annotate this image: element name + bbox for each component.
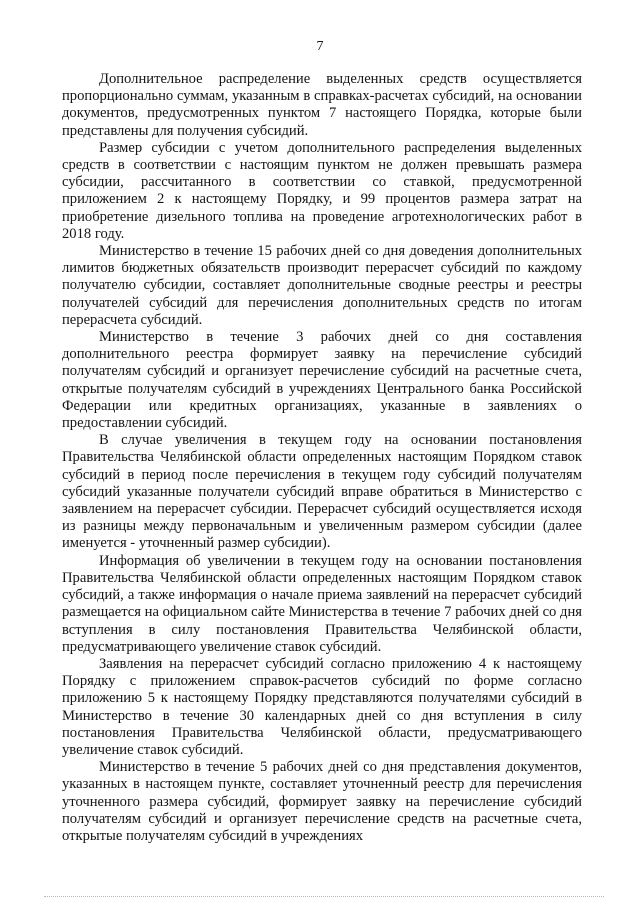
paragraph-rate-increase-case: В случае увеличения в текущем году на основании постановления Правительства Челябинской области определенных настоящим Порядком ставок субсидий в период после перечисления в текущем году субсидий получателям субсидий указанные получатели субсидий вправе обратиться в Министерство с заявлением на перерасчет субсидии. Перерасчет субсидий осуществляется исходя из разницы между первоначальным и увеличенным размером субсидии (далее именуется - уточненный размер субсидии). — [62, 432, 582, 552]
page-number: 7 — [316, 39, 324, 54]
paragraph-refined-registry-5-days: Министерство в течение 5 рабочих дней со дня представления документов, указанных в настоящем пункте, составляет уточненный реестр для перечисления уточненного размера субсидий, формирует заявку на перечисление субсидий получателям субсидий и организует перечисление средств на расчетные счета, открытые получателям субсидий в учреждениях — [62, 759, 582, 844]
paragraph-recalculation-15-days: Министерство в течение 15 рабочих дней со дня доведения дополнительных лимитов бюджетных обязательств производит перерасчет субсидий по каждому получателю субсидии, составляет дополнительные сводные реестры и реестры получателей субсидий для перечисления дополнительных средств по итогам перерасчета субсидий. — [62, 243, 582, 328]
paragraph-rate-increase-information: Информация об увеличении в текущем году на основании постановления Правительства Челябинской области определенных настоящим Порядком ставок субсидий, а также информация о начале приема заявлений на перерасчет субсидий размещается на официальном сайте Министерства в течение 7 рабочих дней со дня вступления в силу постановления Правительства Челябинской области, предусматривающего увеличение ставок субсидий. — [62, 552, 582, 655]
page-bottom-edge — [44, 896, 604, 897]
paragraph-subsidy-size-limit: Размер субсидии с учетом дополнительного распределения выделенных средств в соответствии с настоящим пунктом не должен превышать размера субсидии, рассчитанного в соответствии со ставкой, предусмотренной приложением 2 к настоящему Порядку, и 99 процентов размера затрат на приобретение дизельного топлива на проведение агротехнологических работ в 2018 году. — [62, 139, 582, 242]
document-body — [62, 71, 582, 845]
paragraph-additional-distribution: Дополнительное распределение выделенных средств осуществляется пропорционально суммам, указанным в справках-расчетах субсидий, на основании документов, предусмотренных пунктом 7 настоящего Порядка, которые были представлены для получения субсидий. — [62, 71, 582, 139]
paragraph-transfer-request-3-days: Министерство в течение 3 рабочих дней со дня составления дополнительного реестра формирует заявку на перечисление субсидий получателям субсидий и организует перечисление субсидий на расчетные счета, открытые получателям субсидий в учреждениях Центрального банка Российской Федерации или кредитных организациях, указанные в заявлениях о предоставлении субсидий. — [62, 329, 582, 432]
paragraph-recalculation-applications: Заявления на перерасчет субсидий согласно приложению 4 к настоящему Порядку с приложением справок-расчетов субсидий по форме согласно приложению 5 к настоящему Порядку представляются получателями субсидий в Министерство в течение 30 календарных дней со дня вступления в силу постановления Правительства Челябинской области, предусматривающего увеличение ставок субсидий. — [62, 655, 582, 758]
